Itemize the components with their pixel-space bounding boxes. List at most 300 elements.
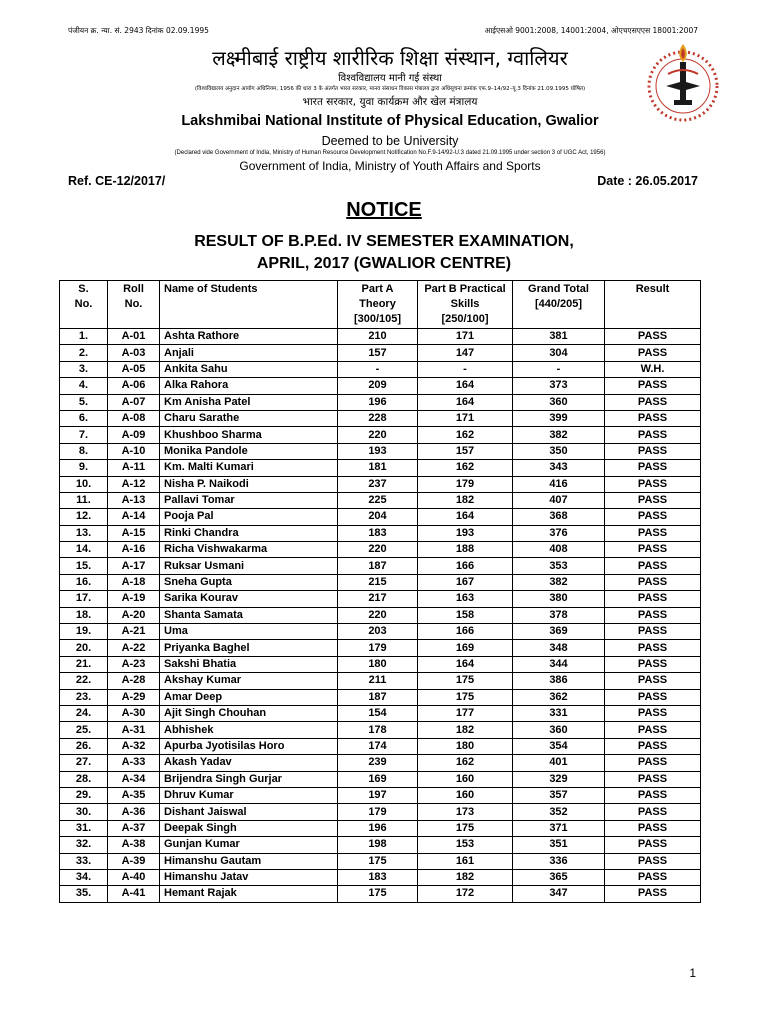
cell-student-name: Priyanka Baghel xyxy=(160,640,338,656)
cell-result: PASS xyxy=(605,591,701,607)
cell-student-name: Sneha Gupta xyxy=(160,574,338,590)
table-row xyxy=(60,820,701,836)
cell-part-b-practical: 166 xyxy=(418,558,513,574)
cell-result: PASS xyxy=(605,738,701,754)
cell-roll-no: A-30 xyxy=(108,705,160,721)
cell-roll-no: A-38 xyxy=(108,837,160,853)
institute-name-hindi: लक्ष्मीबाई राष्ट्रीय शारीरिक शिक्षा संस्थान, ग्वालियर xyxy=(212,46,568,70)
cell-roll-no: A-28 xyxy=(108,673,160,689)
page-number: 1 xyxy=(689,966,696,980)
cell-roll-no: A-13 xyxy=(108,492,160,508)
cell-part-b-practical: 182 xyxy=(418,722,513,738)
cell-roll-no: A-36 xyxy=(108,804,160,820)
table-row xyxy=(60,492,701,508)
table-row xyxy=(60,574,701,590)
table-row xyxy=(60,607,701,623)
cell-grand-total: 360 xyxy=(513,394,605,410)
cell-sno: 32. xyxy=(60,837,108,853)
cell-grand-total: 368 xyxy=(513,509,605,525)
cell-result: PASS xyxy=(605,689,701,705)
cell-sno: 8. xyxy=(60,443,108,459)
cell-grand-total: 329 xyxy=(513,771,605,787)
table-row xyxy=(60,410,701,426)
cell-sno: 11. xyxy=(60,492,108,508)
cell-grand-total: 354 xyxy=(513,738,605,754)
cell-grand-total: 362 xyxy=(513,689,605,705)
cell-part-b-practical: 158 xyxy=(418,607,513,623)
table-row xyxy=(60,345,701,361)
cell-part-b-practical: 167 xyxy=(418,574,513,590)
cell-sno: 6. xyxy=(60,410,108,426)
cell-part-b-practical: 172 xyxy=(418,886,513,902)
government-ministry: Government of India, Ministry of Youth Affairs and Sports xyxy=(239,159,541,173)
cell-sno: 33. xyxy=(60,853,108,869)
cell-sno: 34. xyxy=(60,869,108,885)
cell-grand-total: 304 xyxy=(513,345,605,361)
cell-sno: 23. xyxy=(60,689,108,705)
cell-student-name: Dhruv Kumar xyxy=(160,787,338,803)
table-row xyxy=(60,837,701,853)
cell-part-b-practical: 164 xyxy=(418,509,513,525)
cell-grand-total: 378 xyxy=(513,607,605,623)
cell-student-name: Charu Sarathe xyxy=(160,410,338,426)
cell-roll-no: A-16 xyxy=(108,542,160,558)
cell-grand-total: 381 xyxy=(513,329,605,345)
cell-result: PASS xyxy=(605,722,701,738)
results-table xyxy=(59,280,701,903)
header-part-b: Part B Practical Skills [250/100] xyxy=(418,281,513,329)
cell-roll-no: A-20 xyxy=(108,607,160,623)
table-row xyxy=(60,542,701,558)
cell-grand-total: 407 xyxy=(513,492,605,508)
table-row xyxy=(60,656,701,672)
cell-student-name: Gunjan Kumar xyxy=(160,837,338,853)
cell-part-b-practical: 153 xyxy=(418,837,513,853)
cell-part-b-practical: 180 xyxy=(418,738,513,754)
cell-result: PASS xyxy=(605,443,701,459)
cell-part-a-theory: 180 xyxy=(338,656,418,672)
cell-grand-total: 382 xyxy=(513,574,605,590)
cell-part-a-theory: 228 xyxy=(338,410,418,426)
table-row xyxy=(60,427,701,443)
cell-sno: 5. xyxy=(60,394,108,410)
cell-result: PASS xyxy=(605,837,701,853)
cell-result: PASS xyxy=(605,345,701,361)
cell-roll-no: A-18 xyxy=(108,574,160,590)
cell-result: PASS xyxy=(605,656,701,672)
cell-part-b-practical: 173 xyxy=(418,804,513,820)
cell-sno: 3. xyxy=(60,361,108,377)
cell-grand-total: 386 xyxy=(513,673,605,689)
cell-student-name: Dishant Jaiswal xyxy=(160,804,338,820)
cell-part-b-practical: 175 xyxy=(418,689,513,705)
table-row xyxy=(60,787,701,803)
table-row xyxy=(60,558,701,574)
cell-grand-total: 360 xyxy=(513,722,605,738)
cell-sno: 26. xyxy=(60,738,108,754)
cell-grand-total: 347 xyxy=(513,886,605,902)
cell-result: PASS xyxy=(605,640,701,656)
cell-part-a-theory: 196 xyxy=(338,820,418,836)
table-row xyxy=(60,509,701,525)
cell-sno: 9. xyxy=(60,460,108,476)
cell-result: PASS xyxy=(605,886,701,902)
cell-student-name: Deepak Singh xyxy=(160,820,338,836)
cell-grand-total: 382 xyxy=(513,427,605,443)
cell-part-a-theory: 174 xyxy=(338,738,418,754)
cell-grand-total: 353 xyxy=(513,558,605,574)
table-row xyxy=(60,853,701,869)
cell-roll-no: A-29 xyxy=(108,689,160,705)
cell-sno: 30. xyxy=(60,804,108,820)
cell-result: PASS xyxy=(605,771,701,787)
cell-part-a-theory: 203 xyxy=(338,624,418,640)
cell-part-a-theory: 183 xyxy=(338,525,418,541)
cell-sno: 12. xyxy=(60,509,108,525)
notice-date: Date : 26.05.2017 xyxy=(597,174,698,188)
declaration: (Declared vide Government of India, Ministry of Human Resource Development Notification No.F.9-14/92-U.3 dated 21.09.1995 under section 3 of UGC Act, 1956) xyxy=(174,150,606,156)
cell-roll-no: A-33 xyxy=(108,755,160,771)
cell-student-name: Akash Yadav xyxy=(160,755,338,771)
cell-roll-no: A-31 xyxy=(108,722,160,738)
cell-part-a-theory: 175 xyxy=(338,853,418,869)
cell-result: PASS xyxy=(605,607,701,623)
table-row xyxy=(60,476,701,492)
table-row xyxy=(60,591,701,607)
cell-result: PASS xyxy=(605,509,701,525)
table-row xyxy=(60,705,701,721)
cell-student-name: Hemant Rajak xyxy=(160,886,338,902)
cell-part-a-theory: 196 xyxy=(338,394,418,410)
cell-part-a-theory: 179 xyxy=(338,804,418,820)
cell-part-b-practical: 162 xyxy=(418,460,513,476)
table-row xyxy=(60,722,701,738)
cell-sno: 1. xyxy=(60,329,108,345)
cell-part-b-practical: 164 xyxy=(418,378,513,394)
table-row xyxy=(60,640,701,656)
table-row xyxy=(60,460,701,476)
cell-student-name: Rinki Chandra xyxy=(160,525,338,541)
header-name: Name of Students xyxy=(160,281,338,329)
cell-roll-no: A-41 xyxy=(108,886,160,902)
registration-number: पंजीयन क्र. न्या. सं. 2943 दिनांक 02.09.1995 xyxy=(68,26,209,35)
cell-result: PASS xyxy=(605,329,701,345)
cell-roll-no: A-19 xyxy=(108,591,160,607)
cell-sno: 31. xyxy=(60,820,108,836)
cell-part-a-theory: 179 xyxy=(338,640,418,656)
cell-student-name: Himanshu Gautam xyxy=(160,853,338,869)
cell-grand-total: 350 xyxy=(513,443,605,459)
cell-part-a-theory: 187 xyxy=(338,689,418,705)
header-roll: Roll No. xyxy=(108,281,160,329)
cell-part-b-practical: 164 xyxy=(418,656,513,672)
cell-part-b-practical: 162 xyxy=(418,427,513,443)
cell-grand-total: 408 xyxy=(513,542,605,558)
cell-result: PASS xyxy=(605,755,701,771)
cell-result: PASS xyxy=(605,476,701,492)
cell-part-b-practical: 182 xyxy=(418,492,513,508)
cell-grand-total: 371 xyxy=(513,820,605,836)
cell-part-a-theory: 220 xyxy=(338,427,418,443)
cell-part-b-practical: 188 xyxy=(418,542,513,558)
cell-sno: 14. xyxy=(60,542,108,558)
cell-roll-no: A-03 xyxy=(108,345,160,361)
cell-sno: 17. xyxy=(60,591,108,607)
cell-part-a-theory: 209 xyxy=(338,378,418,394)
cell-part-a-theory: 157 xyxy=(338,345,418,361)
government-hindi: भारत सरकार, युवा कार्यक्रम और खेल मंत्रालय xyxy=(302,96,478,108)
iso-certification: आईएसओ 9001:2008, 14001:2004, ओएचएसएएस 18001:2007 xyxy=(484,26,698,35)
cell-roll-no: A-37 xyxy=(108,820,160,836)
cell-roll-no: A-05 xyxy=(108,361,160,377)
cell-result: W.H. xyxy=(605,361,701,377)
cell-sno: 25. xyxy=(60,722,108,738)
table-row xyxy=(60,443,701,459)
cell-student-name: Monika Pandole xyxy=(160,443,338,459)
cell-grand-total: 399 xyxy=(513,410,605,426)
cell-part-a-theory: - xyxy=(338,361,418,377)
cell-student-name: Khushboo Sharma xyxy=(160,427,338,443)
cell-part-b-practical: 175 xyxy=(418,673,513,689)
cell-part-a-theory: 215 xyxy=(338,574,418,590)
cell-result: PASS xyxy=(605,460,701,476)
cell-part-b-practical: 171 xyxy=(418,329,513,345)
cell-part-a-theory: 220 xyxy=(338,607,418,623)
cell-part-b-practical: - xyxy=(418,361,513,377)
cell-student-name: Km Anisha Patel xyxy=(160,394,338,410)
cell-roll-no: A-39 xyxy=(108,853,160,869)
cell-part-b-practical: 175 xyxy=(418,820,513,836)
cell-grand-total: 376 xyxy=(513,525,605,541)
cell-part-a-theory: 178 xyxy=(338,722,418,738)
institute-name: Lakshmibai National Institute of Physical Education, Gwalior xyxy=(181,113,599,129)
cell-grand-total: 336 xyxy=(513,853,605,869)
cell-result: PASS xyxy=(605,787,701,803)
cell-part-a-theory: 204 xyxy=(338,509,418,525)
cell-student-name: Amar Deep xyxy=(160,689,338,705)
reference-number: Ref. CE-12/2017/ xyxy=(68,174,166,188)
cell-part-a-theory: 210 xyxy=(338,329,418,345)
table-header-row xyxy=(60,281,701,329)
cell-sno: 29. xyxy=(60,787,108,803)
cell-part-a-theory: 217 xyxy=(338,591,418,607)
table-row xyxy=(60,738,701,754)
cell-part-a-theory: 225 xyxy=(338,492,418,508)
cell-roll-no: A-01 xyxy=(108,329,160,345)
deemed-university-hindi: विश्वविद्यालय मानी गई संस्था xyxy=(338,73,442,84)
cell-roll-no: A-21 xyxy=(108,624,160,640)
cell-part-b-practical: 160 xyxy=(418,787,513,803)
cell-part-b-practical: 147 xyxy=(418,345,513,361)
cell-grand-total: 416 xyxy=(513,476,605,492)
cell-result: PASS xyxy=(605,378,701,394)
cell-result: PASS xyxy=(605,869,701,885)
header-grand-total: Grand Total [440/205] xyxy=(513,281,605,329)
result-heading-line2: APRIL, 2017 (GWALIOR CENTRE) xyxy=(256,255,512,272)
cell-grand-total: 348 xyxy=(513,640,605,656)
cell-result: PASS xyxy=(605,542,701,558)
cell-student-name: Km. Malti Kumari xyxy=(160,460,338,476)
cell-part-b-practical: 193 xyxy=(418,525,513,541)
cell-student-name: Ashta Rathore xyxy=(160,329,338,345)
cell-sno: 20. xyxy=(60,640,108,656)
cell-sno: 13. xyxy=(60,525,108,541)
cell-roll-no: A-22 xyxy=(108,640,160,656)
cell-part-a-theory: 197 xyxy=(338,787,418,803)
cell-sno: 18. xyxy=(60,607,108,623)
cell-result: PASS xyxy=(605,525,701,541)
header-part-a: Part A Theory [300/105] xyxy=(338,281,418,329)
cell-student-name: Sakshi Bhatia xyxy=(160,656,338,672)
cell-sno: 16. xyxy=(60,574,108,590)
cell-sno: 7. xyxy=(60,427,108,443)
cell-part-b-practical: 161 xyxy=(418,853,513,869)
cell-roll-no: A-07 xyxy=(108,394,160,410)
cell-part-a-theory: 154 xyxy=(338,705,418,721)
table-row xyxy=(60,869,701,885)
cell-student-name: Pooja Pal xyxy=(160,509,338,525)
table-row xyxy=(60,771,701,787)
cell-student-name: Ajit Singh Chouhan xyxy=(160,705,338,721)
table-row xyxy=(60,673,701,689)
cell-sno: 15. xyxy=(60,558,108,574)
cell-roll-no: A-40 xyxy=(108,869,160,885)
cell-student-name: Sarika Kourav xyxy=(160,591,338,607)
cell-grand-total: 331 xyxy=(513,705,605,721)
cell-roll-no: A-14 xyxy=(108,509,160,525)
cell-student-name: Shanta Samata xyxy=(160,607,338,623)
notice-title xyxy=(0,199,768,222)
cell-part-b-practical: 162 xyxy=(418,755,513,771)
declaration-hindi: (विश्वविद्यालय अनुदान आयोग अधिनियम, 1956 की धारा 3 के अंतर्गत भारत सरकार, मानव संसाधन विकास मंत्रालय द्वारा अधिसूचना क्रमांक एफ.9–14/92–यू.3 दिनांक 21.09.1995 घोषित) xyxy=(194,86,586,92)
cell-student-name: Abhishek xyxy=(160,722,338,738)
cell-sno: 22. xyxy=(60,673,108,689)
cell-sno: 21. xyxy=(60,656,108,672)
cell-roll-no: A-06 xyxy=(108,378,160,394)
cell-roll-no: A-10 xyxy=(108,443,160,459)
cell-result: PASS xyxy=(605,574,701,590)
cell-result: PASS xyxy=(605,624,701,640)
table-row xyxy=(60,804,701,820)
cell-roll-no: A-35 xyxy=(108,787,160,803)
cell-part-b-practical: 171 xyxy=(418,410,513,426)
cell-sno: 24. xyxy=(60,705,108,721)
cell-sno: 19. xyxy=(60,624,108,640)
cell-part-a-theory: 237 xyxy=(338,476,418,492)
cell-student-name: Richa Vishwakarma xyxy=(160,542,338,558)
result-heading-line1: RESULT OF B.P.Ed. IV SEMESTER EXAMINATION, xyxy=(194,233,574,250)
cell-part-b-practical: 164 xyxy=(418,394,513,410)
cell-part-b-practical: 169 xyxy=(418,640,513,656)
cell-result: PASS xyxy=(605,820,701,836)
cell-grand-total: 365 xyxy=(513,869,605,885)
cell-grand-total: 357 xyxy=(513,787,605,803)
cell-roll-no: A-34 xyxy=(108,771,160,787)
cell-result: PASS xyxy=(605,705,701,721)
cell-sno: 2. xyxy=(60,345,108,361)
table-row xyxy=(60,624,701,640)
cell-roll-no: A-12 xyxy=(108,476,160,492)
cell-part-b-practical: 160 xyxy=(418,771,513,787)
cell-part-b-practical: 166 xyxy=(418,624,513,640)
cell-grand-total: 344 xyxy=(513,656,605,672)
cell-student-name: Alka Rahora xyxy=(160,378,338,394)
cell-roll-no: A-09 xyxy=(108,427,160,443)
cell-part-a-theory: 211 xyxy=(338,673,418,689)
cell-roll-no: A-11 xyxy=(108,460,160,476)
cell-grand-total: 343 xyxy=(513,460,605,476)
cell-part-b-practical: 163 xyxy=(418,591,513,607)
cell-student-name: Uma xyxy=(160,624,338,640)
header-result: Result xyxy=(605,281,701,329)
cell-result: PASS xyxy=(605,410,701,426)
table-row xyxy=(60,361,701,377)
cell-part-b-practical: 182 xyxy=(418,869,513,885)
cell-sno: 4. xyxy=(60,378,108,394)
cell-roll-no: A-32 xyxy=(108,738,160,754)
cell-result: PASS xyxy=(605,804,701,820)
cell-student-name: Ruksar Usmani xyxy=(160,558,338,574)
cell-part-b-practical: 177 xyxy=(418,705,513,721)
institute-emblem-icon xyxy=(644,38,722,126)
cell-grand-total: 351 xyxy=(513,837,605,853)
cell-student-name: Himanshu Jatav xyxy=(160,869,338,885)
cell-grand-total: - xyxy=(513,361,605,377)
cell-part-a-theory: 193 xyxy=(338,443,418,459)
cell-roll-no: A-15 xyxy=(108,525,160,541)
cell-part-a-theory: 169 xyxy=(338,771,418,787)
cell-result: PASS xyxy=(605,558,701,574)
cell-result: PASS xyxy=(605,427,701,443)
cell-roll-no: A-23 xyxy=(108,656,160,672)
cell-sno: 35. xyxy=(60,886,108,902)
cell-grand-total: 373 xyxy=(513,378,605,394)
cell-student-name: Ankita Sahu xyxy=(160,361,338,377)
cell-grand-total: 401 xyxy=(513,755,605,771)
cell-part-a-theory: 175 xyxy=(338,886,418,902)
cell-part-a-theory: 239 xyxy=(338,755,418,771)
table-row xyxy=(60,329,701,345)
cell-roll-no: A-08 xyxy=(108,410,160,426)
cell-student-name: Pallavi Tomar xyxy=(160,492,338,508)
cell-roll-no: A-17 xyxy=(108,558,160,574)
cell-part-a-theory: 198 xyxy=(338,837,418,853)
table-row xyxy=(60,525,701,541)
table-row xyxy=(60,394,701,410)
cell-student-name: Apurba Jyotisilas Horo xyxy=(160,738,338,754)
cell-sno: 10. xyxy=(60,476,108,492)
cell-student-name: Brijendra Singh Gurjar xyxy=(160,771,338,787)
cell-part-a-theory: 220 xyxy=(338,542,418,558)
deemed-university: Deemed to be University xyxy=(321,134,459,148)
cell-result: PASS xyxy=(605,853,701,869)
cell-part-b-practical: 157 xyxy=(418,443,513,459)
table-row xyxy=(60,755,701,771)
cell-part-a-theory: 187 xyxy=(338,558,418,574)
cell-result: PASS xyxy=(605,673,701,689)
cell-grand-total: 369 xyxy=(513,624,605,640)
cell-result: PASS xyxy=(605,394,701,410)
cell-student-name: Akshay Kumar xyxy=(160,673,338,689)
cell-sno: 28. xyxy=(60,771,108,787)
cell-part-a-theory: 181 xyxy=(338,460,418,476)
notice-title-text: NOTICE xyxy=(346,199,422,221)
cell-student-name: Nisha P. Naikodi xyxy=(160,476,338,492)
cell-student-name: Anjali xyxy=(160,345,338,361)
cell-grand-total: 380 xyxy=(513,591,605,607)
header-sno: S. No. xyxy=(60,281,108,329)
cell-sno: 27. xyxy=(60,755,108,771)
